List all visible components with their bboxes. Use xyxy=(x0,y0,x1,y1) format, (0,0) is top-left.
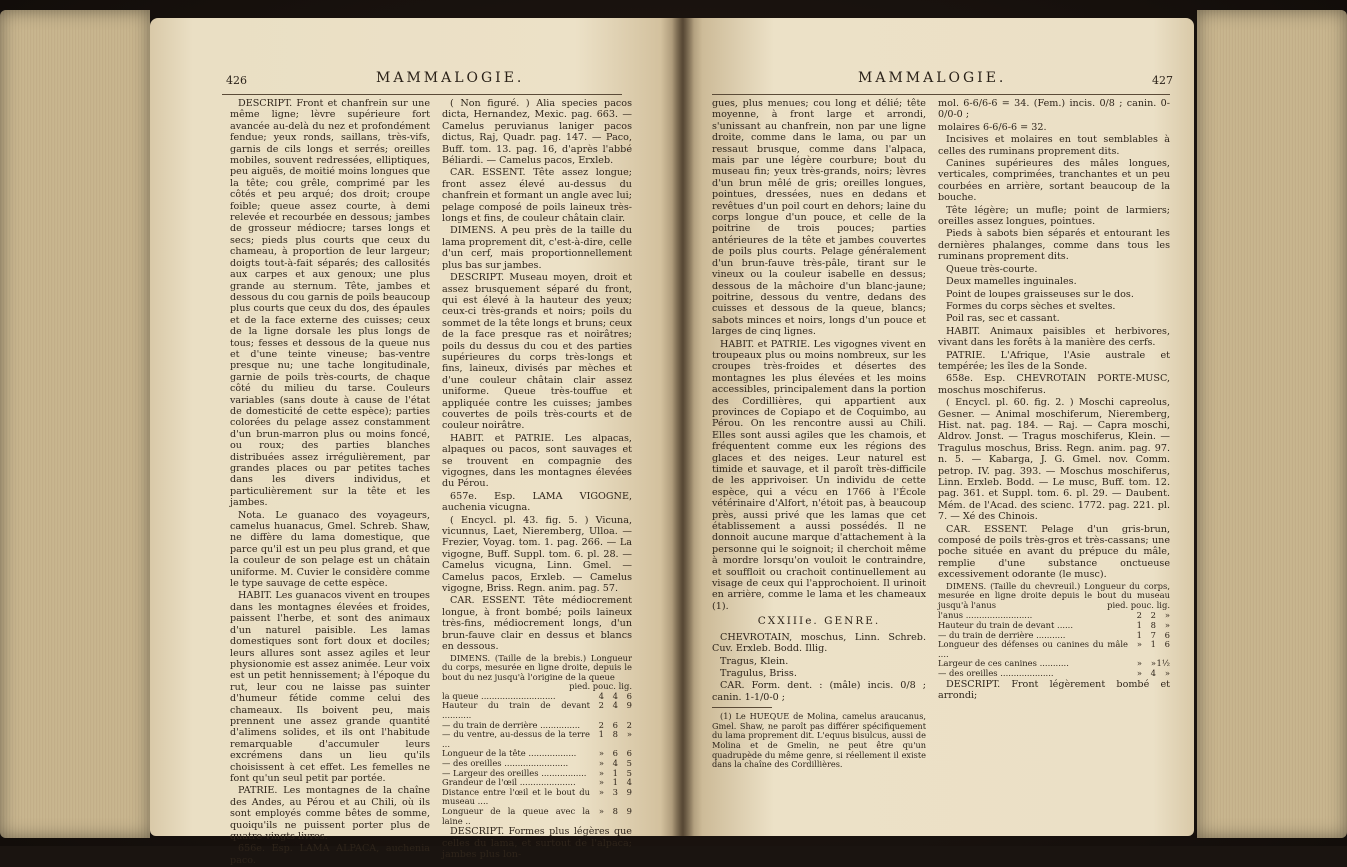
footnote: (1) Le HUEQUE de Molina, camelus araucanus, Gmel. Shaw, ne paroît pas différer spécifiquement du lama proprement dit. L'equus bisulcus, aussi de Molina et de Gmelin, ne peut être qu'un quadrupède du même genre, si réellement il existe dans la chaîne des Cordillières. xyxy=(712,711,926,770)
paragraph: HABIT. Animaux paisibles et herbivores, vivant dans les forêts à la manière des cerfs. xyxy=(938,325,1170,349)
measurement-value: 2 xyxy=(1136,610,1142,621)
paragraph: Formes du corps sèches et sveltes. xyxy=(946,300,1116,312)
measurement-row xyxy=(442,730,632,749)
measurement-value: » xyxy=(1150,658,1156,669)
paragraph: DESCRIPT. Formes plus légères que celles du lama, et surtout de l'alpaca; jambes plus lon- xyxy=(442,826,632,860)
measurement-label: — du ventre, au-dessus de la terre ... xyxy=(442,729,590,749)
right-column-1 xyxy=(712,98,926,771)
measurement-label: — du train de derrière ............... xyxy=(442,719,581,730)
measurement-value: 1 xyxy=(1150,639,1156,650)
measurement-value: 2 xyxy=(598,700,604,711)
measurement-value: » xyxy=(1136,668,1142,678)
measurement-value: 6 xyxy=(1164,639,1170,650)
measurement-value: 4 xyxy=(612,700,618,711)
left-column-1 xyxy=(230,98,430,867)
book-gutter xyxy=(672,18,694,836)
measurement-value: 4 xyxy=(612,690,618,701)
measurement-label: Grandeur de l'œil ..................... xyxy=(442,777,576,788)
paragraph: ( Non figuré. ) Alia species pacos dicta, Hernandez, Mexic. pag. 663. — Camelus peruvianus laniger pacos dictus, Raj, Quadr. pag. 147. — Paco, Buff. tom. 13. pag. 16, d'après l'abbé Béliardi. — Camelus pacos, Erxleb. xyxy=(442,98,632,167)
paragraph: PATRIE. Les montagnes de la chaîne des Andes, au Pérou et au Chili, où ils sont employés comme bêtes de somme, quoiqu'ils ne puissent porter plus de quatre-vingts livres. xyxy=(230,785,430,842)
measurement-value: 2 xyxy=(626,719,632,730)
paragraph: Deux mamelles inguinales. xyxy=(946,276,1077,288)
measurement-row xyxy=(938,640,1170,659)
measurement-value: 8 xyxy=(612,806,618,816)
paragraph: CAR. ESSENT. Tête médiocrement longue, à front bombé; poils laineux très-fins, médiocrement longs, d'un brun-fauve clair en dessus et blancs en dessous. xyxy=(442,595,632,653)
paragraph: HABIT. et PATRIE. Les vigognes vivent en troupeaux plus ou moins nombreux, sur les croupes très-froides et désertes des montagnes les plus élevées et les moins accessibles, principalement dans la portion des Cordillières, qui appartient aux provinces de Copiapo et de Coquimbo, au Pérou. On les rencontre aussi au Chili. Elles sont aussi agiles que les chamois, et fréquentent comme eux les régions des glaces et des neiges. Leur naturel est timide et sauvage, et il paroît très-difficile de les apprivoiser. Un individu de cette espèce, qui a vécu en 1766 à l'École vétérinaire d'Alfort, n'étoit pas, à beaucoup près, aussi privé que les lamas que cet établissement a aussi possédés. Il ne donnoit aucune marque d'attachement à la personne qui le soignoit; il cherchoit même à mordre lorsqu'on vouloit le contraindre, et souffloit ou crachoit continuellement au visage de ceux qui l'approchoient. Il urinoit en arrière, comme le lama et les chameaux (1). xyxy=(712,338,926,612)
paragraph: HABIT. et PATRIE. Les alpacas, alpaques ou pacos, sont sauvages et se trouvent en compagnie des vigognes, dans les montagnes élevées du Pérou. xyxy=(442,432,632,490)
paragraph: CHEVROTAIN, moschus, Linn. Schreb. Cuv. Erxleb. Bodd. Illig. xyxy=(712,631,926,655)
measurement-value: 4 xyxy=(626,777,632,788)
measurement-value: 1 xyxy=(598,729,604,740)
measurement-label: Longueur de la tête .................. xyxy=(442,748,577,759)
measurement-value: 8 xyxy=(612,729,618,740)
paragraph: Nota. Le guanaco des voyageurs, camelus huanacus, Gmel. Schreb. Shaw, ne diffère du lama domestique, que parce qu'il est un peu plus grand, et que la couleur de son pelage est un châtain uniforme. M. Cuvier le considère comme le type sauvage de cette espèce. xyxy=(230,509,430,590)
measurement-value: 1 xyxy=(1136,620,1142,631)
species-heading: 657e. Esp. LAMA VIGOGNE, auchenia vicugna. xyxy=(442,490,632,514)
measurement-value: 6 xyxy=(612,719,618,730)
measurement-value: » xyxy=(598,748,604,759)
measurement-label: — Largeur des oreilles ................. xyxy=(442,767,587,778)
dimens-units: pied. pouc. lig. xyxy=(1107,599,1170,610)
measurement-row xyxy=(442,701,632,720)
measurement-value: » xyxy=(598,777,604,788)
measurement-value: » xyxy=(598,786,604,797)
right-page-edges xyxy=(1197,10,1347,838)
measurement-value: » xyxy=(598,806,604,816)
paragraph: DESCRIPT. Front légèrement bombé et arrondi; xyxy=(938,678,1170,701)
measurement-label: — du train de derrière ........... xyxy=(938,629,1066,640)
paragraph: Tragus, Klein. xyxy=(720,655,789,667)
measurement-value: » xyxy=(1136,658,1142,669)
paragraph: DIMENS. A peu près de la taille du lama proprement dit, c'est-à-dire, celle d'un cerf, mais proportionnellement plus bas sur jambes. xyxy=(442,225,632,271)
measurement-label: Largeur de ces canines ........... xyxy=(938,658,1069,669)
measurement-value: » xyxy=(1164,668,1170,678)
paragraph: Tragulus, Briss. xyxy=(720,667,797,679)
genre-title: CXXIIIe. GENRE. xyxy=(757,615,881,628)
paragraph: Incisives et molaires en tout semblables à celles des ruminans proprement dits. xyxy=(938,134,1170,157)
header-rule-left xyxy=(222,94,622,95)
measurement-value: » xyxy=(1164,610,1170,621)
header-rule-right xyxy=(712,94,1170,95)
measurement-value: 4 xyxy=(1150,668,1156,678)
measurement-value: 2 xyxy=(1150,610,1156,621)
measurement-value: 2 xyxy=(598,719,604,730)
measurement-table xyxy=(442,692,632,826)
left-page xyxy=(150,18,682,866)
paragraph: Canines supérieures des mâles longues, verticales, comprimées, tranchantes et un peu courbées en arrière, sortant beaucoup de la bouche. xyxy=(938,158,1170,204)
measurement-value: 6 xyxy=(626,690,632,701)
left-column-2 xyxy=(442,98,632,861)
page-number-right: 427 xyxy=(1152,74,1173,87)
measurement-value: 9 xyxy=(626,700,632,711)
measurement-value: » xyxy=(598,758,604,769)
measurement-label: la queue ............................ xyxy=(442,690,556,701)
footnote-rule xyxy=(712,707,772,708)
running-head-left: MAMMALOGIE. xyxy=(376,70,525,86)
measurement-table xyxy=(938,611,1170,678)
paragraph: CAR. Form. dent. : (mâle) incis. 0/8 ; canin. 1-1/0-0 ; xyxy=(712,680,926,703)
measurement-value: 3 xyxy=(612,786,618,797)
measurement-row xyxy=(938,669,1170,679)
dimens-intro: DIMENS. (Taille du chevreuil.) Longueur du corps, mesurée en ligne droite depuis le bout du museau jusqu'à l'anus pied. pouc. lig. xyxy=(938,580,1170,610)
measurement-value: 9 xyxy=(626,806,632,816)
right-page xyxy=(682,18,1194,836)
paragraph: CAR. ESSENT. Tête assez longue; front assez élevé au-dessus du chanfrein et formant un angle avec lui; pelage composé de poils laineux très-longs et fins, de couleur châtain clair. xyxy=(442,167,632,225)
paragraph: PATRIE. L'Afrique, l'Asie australe et tempérée; les îles de la Sonde. xyxy=(938,349,1170,372)
page-number-left: 426 xyxy=(226,74,247,87)
measurement-label: — des oreilles .................... xyxy=(938,668,1054,678)
paragraph: CAR. ESSENT. Pelage d'un gris-brun, composé de poils très-gros et très-cassans; une poche située en avant du prépuce du mâle, remplie d'une substance onctueuse excessivement odorante (le musc). xyxy=(938,523,1170,581)
measurement-label: l'anus ......................... xyxy=(938,610,1033,621)
measurement-value: 6 xyxy=(1164,629,1170,640)
paragraph: Point de loupes graisseuses sur le dos. xyxy=(946,288,1134,300)
measurement-value: » xyxy=(598,767,604,778)
measurement-value: 1 xyxy=(612,767,618,778)
measurement-label: Longueur des défenses ou canines du mâle .... xyxy=(938,639,1128,659)
measurement-value: 1 xyxy=(1136,629,1142,640)
measurement-value: 1 xyxy=(612,777,618,788)
paragraph: Tête légère; un mufle; point de larmiers; oreilles assez longues, pointues. xyxy=(938,204,1170,228)
measurement-value: 7 xyxy=(1150,629,1156,640)
paragraph: ( Encycl. pl. 43. fig. 5. ) Vicuna, vicunnus, Laet, Nieremberg, Ulloa. — Frezier, Voyag. tom. 1. pag. 266. — La vigogne, Buff. Suppl. tom. 6. pl. 28. — Camelus vicugna, Linn. Gmel. — Camelus pacos, Erxleb. — Camelus vigogne, Briss. Regn. anim. pag. 57. xyxy=(442,514,632,595)
left-page-edges xyxy=(0,10,150,838)
paragraph: ( Encycl. pl. 60. fig. 2. ) Moschi capreolus, Gesner. — Animal moschiferum, Nieremberg, Hist. nat. pag. 184. — Raj. — Capra moschi, Aldrov. Jonst. — Tragus moschiferus, Klein. — Tragulus moschus, Briss. Regn. anim. pag. 97. n. 5. — Kabarga, J. G. Gmel. nov. Comm. petrop. IV. pag. 393. — Moschus moschiferus, Linn. Erxleb. Bodd. — Le musc, Buff. tom. 12. pag. 361. et Suppl. tom. 6. pl. 29. — Daubent. Mém. de l'Acad. des scienc. 1772. pag. 221. pl. 7. — Xé des Chinois. xyxy=(938,397,1170,523)
measurement-row xyxy=(442,788,632,807)
measurement-label: Hauteur du train de devant ...... xyxy=(938,620,1074,631)
measurement-value: 4 xyxy=(598,690,604,701)
measurement-value: 6 xyxy=(612,748,618,759)
measurement-value: 8 xyxy=(1150,620,1156,631)
measurement-value: 5 xyxy=(626,758,632,769)
running-head-right: MAMMALOGIE. xyxy=(858,70,1007,86)
species-heading: 656e. Esp. LAMA ALPACA, auchenia paco. xyxy=(230,843,430,866)
paragraph: Poil ras, sec et cassant. xyxy=(946,313,1060,325)
measurement-label: Hauteur du train de devant ........... xyxy=(442,700,590,721)
measurement-value: » xyxy=(1136,639,1142,650)
measurement-label: Longueur de la queue avec la laine .. xyxy=(442,806,590,826)
measurement-value: » xyxy=(1164,620,1170,631)
paragraph: Pieds à sabots bien séparés et entourant les dernières phalanges, comme dans tous les ruminans proprement dits. xyxy=(938,228,1170,263)
paragraph: gues, plus menues; cou long et délié; tête moyenne, à front large et arrondi, s'unissant au chanfrein, non par une ligne droite, comme dans le lama, ou par un ressaut brusque, comme dans l'alpaca, mais par une légère courbure; bout du museau fin; yeux très-grands, noirs; lèvres d'un brun mêlé de gris; oreilles longues, pointues, dressées, nues en dedans et revêtues d'un poil court en dehors; laine du corps longue d'un pouce, et celle de la poitrine de trois pouces; parties antérieures de la tête et jambes couvertes de poils plus courts. Pelage généralement d'un brun-fauve très-pâle, tirant sur le vineux ou la couleur isabelle en dessus; dessous de la mâchoire d'un blanc-jaune; poitrine, dessous du ventre, dedans des cuisses et dessous de la queue, blancs; sabots minces et noirs, longs d'un pouce et larges de cinq lignes. xyxy=(712,98,926,338)
paragraph: HABIT. Les guanacos vivent en troupes dans les montagnes élevées et froides, paissent l'herbe, et sont des animaux d'un naturel paisible. Les lamas domestiques sont fort doux et dociles; leurs allures sont assez agiles et leur physionomie est assez animée. Leur voix est un petit hennissement; à l'époque du rut, leur cou ne laisse pas suinter d'humeur fétide comme celui des chameaux. Ils boivent peu, mais prennent une assez grande quantité d'alimens solides, et ils ont l'habitude remarquable d'accumuler leurs excrémens dans un lieu qu'ils choisissent à cet effet. Les femelles ne font qu'un seul petit par portée. xyxy=(230,590,430,784)
measurement-value: 1½ xyxy=(1156,658,1170,669)
paragraph: DESCRIPT. Front et chanfrein sur une même ligne; lèvre supérieure fort avancée au-delà du nez et profondément fendue; yeux ronds, saillans, très-vifs, garnis de cils longs et serrés; oreilles mobiles, souvent redressées, elliptiques, peu aiguës, de moitié moins longues que la tête; cou grêle, comprimé par les côtés et peu arqué; dos droit; croupe foible; queue assez courte, à demi relevée et recourbée en dessous; jambes de grosseur médiocre; tarses longs et secs; pieds plus courts que ceux du chameau, à proportion de leur largeur; doigts tout-à-fait séparés; des callosités aux carpes et aux genoux; une plus grande au sternum. Tête, jambes et dessous du cou garnis de poils beaucoup plus courts que ceux du dos, des épaules et de la face externe des cuisses; ceux de la ligne dorsale les plus longs de tous; fesses et dessous de la queue nus et d'une teinte vineuse; bas-ventre presque nu; une tache longitudinale, garnie de poils très-courts, de chaque côté du milieu du tarse. Couleurs variables (sans doute à cause de l'état de domesticité de cette espèce); parties colorées du pelage assez constamment d'un brun-marron plus ou moins foncé, ou roux; des parties blanches distribuées assez irrégulièrement, par grandes places ou par petites taches dans les divers individus, et particulièrement sur la tête et les jambes. xyxy=(230,98,430,509)
paragraph: DESCRIPT. Museau moyen, droit et assez brusquement séparé du front, qui est élevé à la hauteur des yeux; ceux-ci très-grands et noirs; poils du sommet de la tête longs et bruns; ceux de la face presque ras et noirâtres; poils du dessus du cou et des parties supérieures du corps très-longs et fins, laineux, divisés par mèches et d'une couleur châtain clair assez uniforme. Queue très-touffue et appliquée contre les cuisses; jambes couvertes de poils très-courts et de couleur noirâtre. xyxy=(442,272,632,432)
measurement-value: 6 xyxy=(626,748,632,759)
measurement-row xyxy=(442,807,632,826)
measurement-label: — des oreilles ........................ xyxy=(442,758,569,769)
measurement-value: 9 xyxy=(626,786,632,797)
dimens-units: pied. pouc. lig. xyxy=(569,681,632,692)
measurement-label: Distance entre l'œil et le bout du museau .... xyxy=(442,786,590,807)
species-heading: 658e. Esp. CHEVROTAIN PORTE-MUSC, moschus moschiferus. xyxy=(938,373,1170,396)
formula: mol. 6-6/6-6 = 34. (Fem.) incis. 0/8 ; canin. 0-0/0-0 ; xyxy=(938,98,1170,121)
measurement-value: » xyxy=(626,729,632,740)
measurement-value: 5 xyxy=(626,767,632,778)
right-column-2 xyxy=(938,98,1170,702)
formula: molaires 6-6/6-6 = 32. xyxy=(938,121,1047,133)
measurement-value: 4 xyxy=(612,758,618,769)
dimens-intro: DIMENS. (Taille de la brebis.) Longueur du corps, mesurée en ligne droite, depuis le bout du nez jusqu'à l'origine de la queue pied. pouc. lig. xyxy=(442,652,632,692)
paragraph: Queue très-courte. xyxy=(946,263,1038,275)
